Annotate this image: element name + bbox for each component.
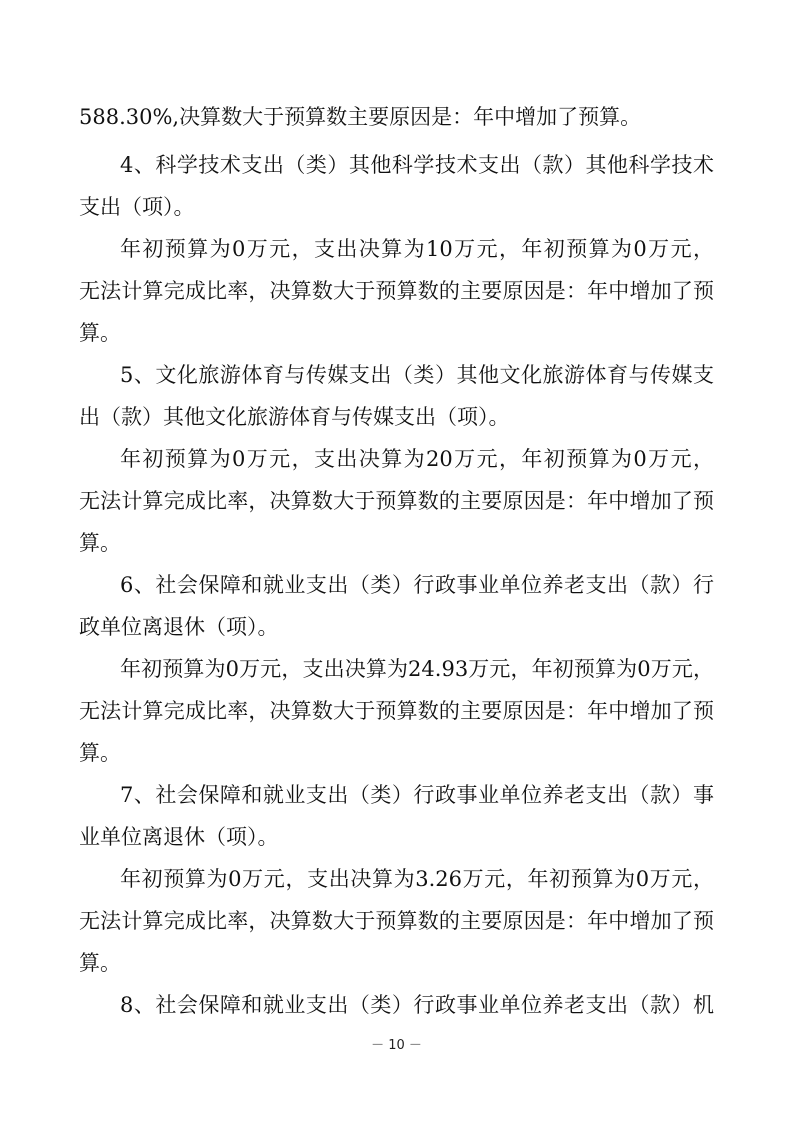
paragraph-line: 年初预算为0万元，支出决算为3.26万元，年初预算为0万元， bbox=[120, 867, 714, 891]
paragraph-line: 算。 bbox=[79, 951, 121, 975]
paragraph-line: 支出（项）。 bbox=[79, 195, 195, 219]
section-heading-4: 4、科学技术支出（类）其他科学技术支出（款）其他科学技术 bbox=[120, 153, 714, 177]
paragraph-line: 无法计算完成比率，决算数大于预算数的主要原因是：年中增加了预 bbox=[79, 489, 714, 513]
page-number: － 10 － bbox=[371, 1038, 422, 1053]
paragraph-line: 588.30%,决算数大于预算数主要原因是：年中增加了预算。 bbox=[79, 105, 642, 129]
section-heading-8: 8、社会保障和就业支出（类）行政事业单位养老支出（款）机 bbox=[120, 993, 714, 1017]
paragraph-line: 出（款）其他文化旅游体育与传媒支出（项）。 bbox=[79, 405, 510, 429]
paragraph-line: 年初预算为0万元，支出决算为20万元，年初预算为0万元， bbox=[120, 447, 714, 471]
paragraph-line: 无法计算完成比率，决算数大于预算数的主要原因是：年中增加了预 bbox=[79, 909, 714, 933]
paragraph-line: 年初预算为0万元，支出决算为24.93万元，年初预算为0万元， bbox=[120, 657, 714, 681]
paragraph-line: 无法计算完成比率，决算数大于预算数的主要原因是：年中增加了预 bbox=[79, 279, 714, 303]
paragraph-line: 业单位离退休（项）。 bbox=[79, 825, 279, 849]
section-heading-6: 6、社会保障和就业支出（类）行政事业单位养老支出（款）行 bbox=[120, 573, 714, 597]
paragraph-line: 算。 bbox=[79, 321, 121, 345]
paragraph-line: 算。 bbox=[79, 741, 121, 765]
paragraph-line: 无法计算完成比率，决算数大于预算数的主要原因是：年中增加了预 bbox=[79, 699, 714, 723]
paragraph-line: 政单位离退休（项）。 bbox=[79, 615, 279, 639]
section-heading-5: 5、文化旅游体育与传媒支出（类）其他文化旅游体育与传媒支 bbox=[120, 363, 714, 387]
section-heading-7: 7、社会保障和就业支出（类）行政事业单位养老支出（款）事 bbox=[120, 783, 714, 807]
paragraph-line: 算。 bbox=[79, 531, 121, 555]
paragraph-line: 年初预算为0万元，支出决算为10万元，年初预算为0万元， bbox=[120, 237, 714, 261]
